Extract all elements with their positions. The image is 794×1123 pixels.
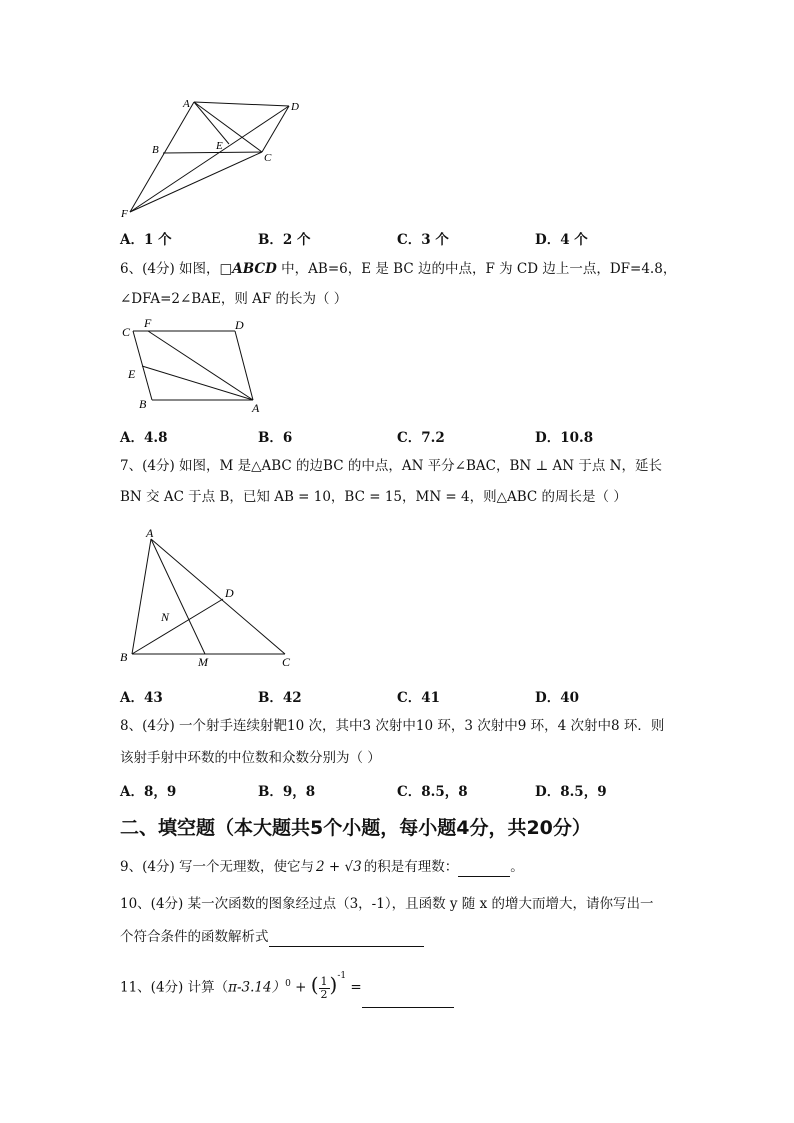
q11-exp-neg1: -1 <box>337 971 347 981</box>
q8-option-c[interactable]: C．8.5，8 <box>397 784 468 800</box>
label-E: E <box>128 367 136 381</box>
q10-line2-text: 个符合条件的函数解析式 <box>120 929 269 945</box>
label-D: D <box>235 318 244 332</box>
q6-line2: ∠DFA=2∠BAE，则 AF 的长为（ ） <box>120 291 348 307</box>
label-B: B <box>152 144 159 156</box>
q8-line1: 8、(4分) 一个射手连续射靶10 次，其中3 次射中10 环，3 次射中9 环，4 次射中8 环．则 <box>120 718 665 734</box>
q6-option-b[interactable]: B．6 <box>258 430 293 446</box>
q10-line1: 10、(4分) 某一次函数的图象经过点（3，-1），且函数 y 随 x 的增大而增大，请你写出一 <box>120 896 654 912</box>
figure-q6 <box>115 314 275 416</box>
q11-fraction <box>319 976 330 1001</box>
q7-option-b[interactable]: B．42 <box>258 690 302 706</box>
q7-option-d[interactable]: D．40 <box>535 690 579 706</box>
q6-shape: □ABCD <box>219 261 277 277</box>
q11-answer-blank[interactable] <box>362 983 454 1008</box>
label-C: C <box>264 152 272 164</box>
label-M: M <box>198 655 208 669</box>
q9-line <box>120 857 524 877</box>
q11-equals: = <box>346 979 362 996</box>
q7-line2: BN 交 AC 于点 B，已知 AB = 10，BC = 15，MN = 4，则△ABC 的周长是（ ） <box>120 489 627 505</box>
q6-option-d[interactable]: D．10.8 <box>535 430 594 446</box>
label-E: E <box>216 140 223 152</box>
q7-option-a[interactable]: A．43 <box>120 690 163 706</box>
q7-option-c[interactable]: C．41 <box>397 690 441 706</box>
q9-end: 。 <box>510 859 524 875</box>
label-F: F <box>121 208 128 220</box>
label-C: C <box>122 325 131 339</box>
q9-text-before: 9、(4分) 写一个无理数，使它与 <box>120 859 315 875</box>
q9-text-after: 的积是有理数： <box>363 859 459 875</box>
q6-prefix: 6、(4分) 如图， <box>120 261 220 277</box>
q7-line1: 7、(4分) 如图，M 是△ABC 的边BC 的中点，AN 平分∠BAC，BN ⊥ AN 于点 N，延长 <box>120 458 662 474</box>
label-A: A <box>252 401 260 415</box>
label-A: A <box>183 98 190 110</box>
q11-line <box>120 964 454 1004</box>
q11-frac-den: 2 <box>320 987 328 1001</box>
q5-option-a[interactable]: A．1 个 <box>120 232 172 248</box>
q8-option-d[interactable]: D．8.5，9 <box>535 784 607 800</box>
q6-line1-rest: 中，AB=6，E 是 BC 边的中点，F 为 CD 边上一点，DF=4.8， <box>276 261 677 277</box>
figure-q7 <box>115 526 300 671</box>
q9-expr: 2 + √3 <box>316 859 362 875</box>
label-D: D <box>225 586 234 600</box>
q10-answer-blank[interactable] <box>269 930 424 947</box>
figure-q5 <box>115 95 315 220</box>
q6-option-c[interactable]: C．7.2 <box>397 430 445 446</box>
q5-option-b[interactable]: B．2 个 <box>258 232 311 248</box>
q6-line1 <box>120 259 676 279</box>
q11-exp0: 0 <box>285 979 291 989</box>
q5-option-c[interactable]: C．3 个 <box>397 232 449 248</box>
q11-plus: + <box>290 979 311 996</box>
q9-answer-blank[interactable] <box>458 860 510 877</box>
label-A: A <box>146 526 154 540</box>
paren-right-icon: ) <box>329 972 338 997</box>
q11-frac-num: 1 <box>320 974 328 988</box>
q11-pi-term: π-3.14） <box>228 979 286 996</box>
section-title: 二、填空题（本大题共5个小题，每小题4分，共20分） <box>120 817 591 839</box>
q8-option-b[interactable]: B．9，8 <box>258 784 316 800</box>
q8-line2: 该射手射中环数的中位数和众数分别为（ ） <box>120 750 381 766</box>
q5-option-d[interactable]: D．4 个 <box>535 232 588 248</box>
label-B: B <box>120 650 128 664</box>
label-C: C <box>282 655 291 669</box>
label-B: B <box>139 397 147 411</box>
q11-prefix: 11、(4分) 计算（ <box>120 979 229 996</box>
label-N: N <box>161 610 170 624</box>
paren-left-icon: ( <box>310 972 319 997</box>
q10-line2 <box>120 927 424 947</box>
q8-option-a[interactable]: A．8，9 <box>120 784 177 800</box>
label-D: D <box>291 101 299 113</box>
q6-option-a[interactable]: A．4.8 <box>120 430 168 446</box>
label-F: F <box>144 316 152 330</box>
